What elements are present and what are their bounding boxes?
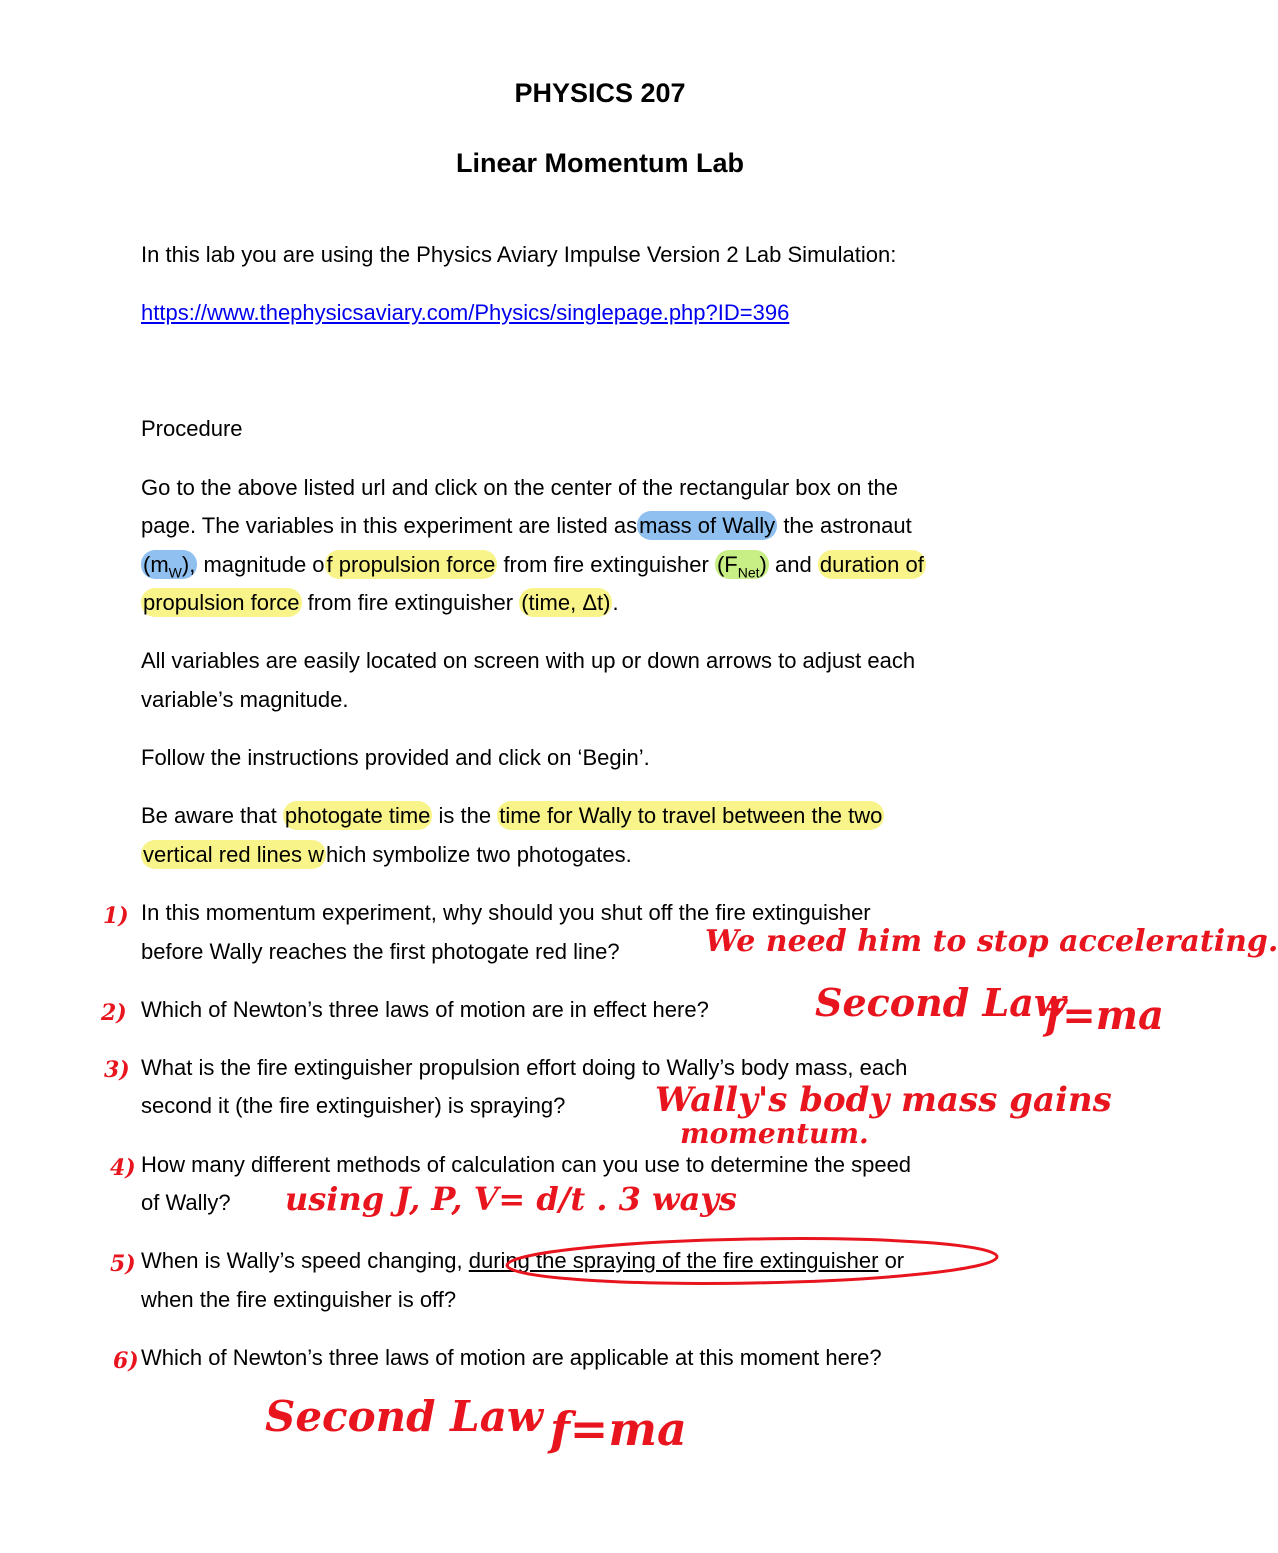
intro-text: In this lab you are using the Physics Aviary Impulse Version 2 Lab Simulation: [141,242,897,267]
text-segment: from fire extinguisher [307,590,514,615]
question-number: 2) [101,1000,127,1026]
answer-4-handwriting: using J, P, V= d/t . 3 ways [285,1180,737,1218]
procedure-heading: Procedure [141,416,243,441]
circled-answer: during the spraying of the fire extinguisher [468,1248,879,1273]
answer-1-handwriting: We need him to stop accelerating. [705,924,1278,959]
text-segment: is the [438,803,492,828]
highlight-fnet: $(F_{Net})$ [716,552,767,581]
answer-3-handwriting-line1: Wally's body mass gains [655,1080,1112,1120]
text-segment: page. The variables in this experiment are listed as [141,513,638,538]
question-number: 5) [110,1251,136,1277]
highlight-time: (time, Δt) [521,590,611,615]
text-segment: Be aware that [141,803,277,828]
course-title: PHYSICS 207 [514,78,686,108]
text-segment: or [884,1248,905,1273]
question-6-line1: Which of Newton’s three laws of motion are applicable at this moment here? [141,1345,882,1370]
question-1-line2: before Wally reaches the first photogate red line? [141,939,620,964]
highlight-duration: duration of [819,552,924,577]
text-segment: and [775,552,812,577]
procedure-p3: Follow the instructions provided and click on ‘Begin’. [141,745,650,770]
text-segment: magnitude o [203,552,325,577]
highlight-propulsion-force-2: propulsion force [143,590,300,615]
question-1-line1: In this momentum experiment, why should you shut off the fire extinguisher [141,900,871,925]
answer-2-handwriting: Second Law [815,980,1067,1025]
question-3-line2: second it (the fire extinguisher) is spraying? [141,1093,566,1118]
lab-title: Linear Momentum Lab [455,148,745,178]
text-segment: When is Wally’s speed changing, [141,1248,463,1273]
procedure-p1-line4: propulsion force from fire extinguisher (time, Δt). [143,590,619,615]
question-number: 1) [103,903,129,929]
answer-6-formula: f=ma [550,1402,687,1456]
question-4-line2: of Wally? [141,1190,231,1215]
text-segment: hich symbolize two photogates. [325,842,632,867]
question-number: 3) [104,1057,130,1083]
procedure-p1-line1: Go to the above listed url and click on the center of the rectangular box on the [141,475,899,500]
text-segment: the astronaut [783,513,912,538]
answer-2-formula: f=ma [1045,992,1164,1039]
answer-3-handwriting-line2: momentum. [680,1117,869,1150]
question-3-line1: What is the fire extinguisher propulsion effort doing to Wally’s body mass, each [141,1055,908,1080]
answer-5-circle [507,1235,998,1288]
text-segment: from fire extinguisher [503,552,709,577]
highlight-photogate-time: photogate time [284,803,431,828]
highlight-mw: $(m_W)$, [143,552,196,581]
question-number: 6) [113,1348,139,1374]
procedure-p2-line1: All variables are easily located on screen with up or down arrows to adjust each [141,648,916,673]
question-4-line1: How many different methods of calculation can you use to determine the speed [141,1152,912,1177]
question-5-line2: when the fire extinguisher is off? [141,1287,457,1312]
simulation-link[interactable]: https://www.thephysicsaviary.com/Physics/singlepage.php?ID=396 [141,300,790,325]
procedure-p2-line2: variable’s magnitude. [141,687,349,712]
question-number: 4) [110,1155,136,1181]
highlight-travel-time: time for Wally to travel between the two [499,803,883,828]
highlight-propulsion-force: f propulsion force [326,552,496,577]
highlight-red-lines: vertical red lines w [143,842,324,867]
question-2-line1: Which of Newton’s three laws of motion are in effect here? [141,997,709,1022]
highlight-mass-of-wally: mass of Wally [639,513,776,538]
answer-6-handwriting: Second Law [265,1392,544,1441]
